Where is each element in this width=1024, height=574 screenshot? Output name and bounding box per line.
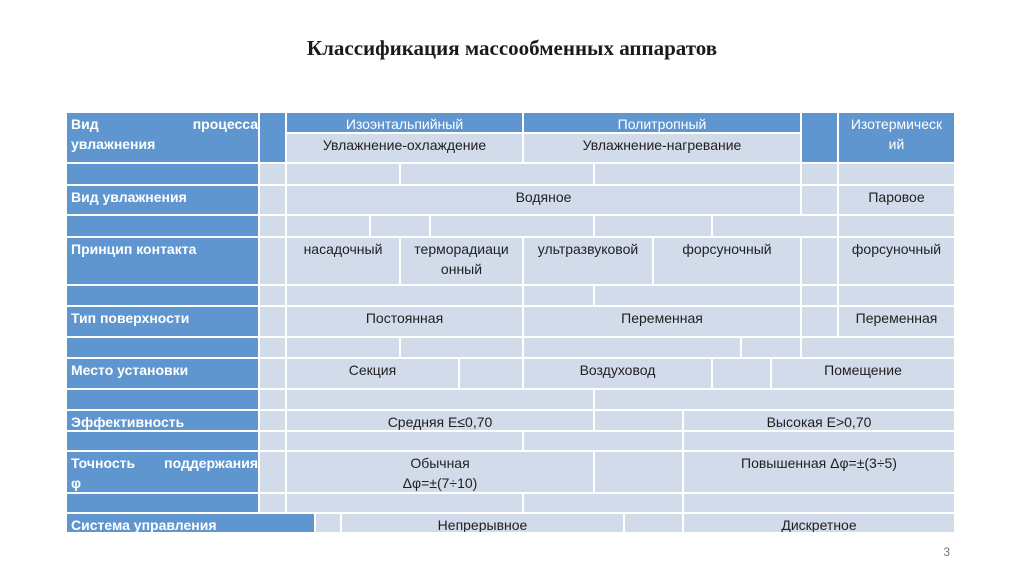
spacer-cell <box>286 215 370 237</box>
cell-water: Водяное <box>286 185 801 215</box>
spacer-cell <box>259 163 286 185</box>
filler-cell <box>801 112 838 163</box>
filler-cell <box>594 410 683 431</box>
page-title: Классификация массообменных аппаратов <box>306 36 718 60</box>
cell-ultrasonic: ультразвуковой <box>523 237 653 285</box>
cell-discrete: Дискретное <box>683 513 955 533</box>
spacer-cell <box>286 493 523 513</box>
spacer-cell <box>370 215 430 237</box>
spacer-cell <box>66 389 259 410</box>
label-line: увлажнения <box>71 136 156 152</box>
spacer-cell <box>838 163 955 185</box>
spacer-cell <box>594 389 955 410</box>
page-number: 3 <box>943 545 950 559</box>
normal-accuracy-label: Обычная <box>410 455 470 471</box>
spacer-cell <box>594 285 801 306</box>
spacer-cell <box>801 337 955 358</box>
spacer-cell <box>286 389 594 410</box>
spacer-cell <box>66 215 259 237</box>
cell-humidification-heating: Увлажнение-нагревание <box>523 133 801 163</box>
cell-humidification-cooling: Увлажнение-охлаждение <box>286 133 523 163</box>
spacer-cell <box>523 285 594 306</box>
filler-cell <box>259 185 286 215</box>
row-label-humidification-type: Вид увлажнения <box>66 185 259 215</box>
filler-cell <box>801 185 838 215</box>
row-label-process <box>66 112 259 163</box>
spacer-cell <box>259 493 286 513</box>
spacer-cell <box>712 215 838 237</box>
cell-thermoradiation: терморадиационный <box>400 237 523 285</box>
spacer-cell <box>523 493 683 513</box>
filler-cell <box>259 451 286 493</box>
cell-nozzle-isothermal: форсуночный <box>838 237 955 285</box>
spacer-cell <box>523 337 741 358</box>
label-line: φ <box>71 475 82 491</box>
spacer-cell <box>259 215 286 237</box>
filler-cell <box>459 358 523 389</box>
header-isothermal: Изотермический <box>838 112 955 163</box>
spacer-cell <box>430 215 594 237</box>
filler-cell <box>259 410 286 431</box>
filler-cell <box>712 358 771 389</box>
label-word: Вид <box>71 116 99 132</box>
spacer-cell <box>741 337 801 358</box>
label-word: поддержания <box>164 455 258 471</box>
spacer-cell <box>801 285 838 306</box>
cell-steam: Паровое <box>838 185 955 215</box>
cell-variable-isothermal: Переменная <box>838 306 955 337</box>
label-word: Точность <box>71 455 136 471</box>
spacer-cell <box>259 389 286 410</box>
spacer-cell <box>801 163 838 185</box>
spacer-cell <box>259 431 286 451</box>
row-label-contact: Принцип контакта <box>66 237 259 285</box>
spacer-cell <box>400 163 594 185</box>
row-label-control: Система управления <box>66 513 315 533</box>
cell-room: Помещение <box>771 358 955 389</box>
header-isoenthalpic: Изоэнтальпийный <box>286 112 523 133</box>
spacer-cell <box>66 431 259 451</box>
spacer-cell <box>286 431 523 451</box>
cell-duct: Воздуховод <box>523 358 712 389</box>
normal-accuracy-value: Δφ=±(7÷10) <box>402 475 478 491</box>
spacer-cell <box>594 163 801 185</box>
cell-normal-accuracy <box>286 451 594 493</box>
spacer-cell <box>286 285 523 306</box>
label-word: процесса <box>192 116 258 132</box>
cell-constant: Постоянная <box>286 306 523 337</box>
cell-variable: Переменная <box>523 306 801 337</box>
cell-section: Секция <box>286 358 459 389</box>
spacer-cell <box>66 337 259 358</box>
spacer-cell <box>286 163 400 185</box>
filler-cell <box>624 513 683 533</box>
spacer-cell <box>523 431 683 451</box>
filler-cell <box>259 237 286 285</box>
row-label-place: Место установки <box>66 358 259 389</box>
row-label-accuracy <box>66 451 259 493</box>
spacer-cell <box>594 215 712 237</box>
cell-high-efficiency: Высокая E>0,70 <box>683 410 955 431</box>
spacer-cell <box>400 337 523 358</box>
filler-cell <box>594 451 683 493</box>
filler-cell <box>315 513 341 533</box>
row-label-efficiency: Эффективность <box>66 410 259 431</box>
spacer-cell <box>838 285 955 306</box>
spacer-cell <box>66 163 259 185</box>
spacer-cell <box>286 337 400 358</box>
spacer-cell <box>259 285 286 306</box>
filler-cell <box>259 112 286 163</box>
spacer-cell <box>66 493 259 513</box>
spacer-cell <box>683 493 955 513</box>
spacer-cell <box>66 285 259 306</box>
spacer-cell <box>838 215 955 237</box>
spacer-cell <box>683 431 955 451</box>
row-label-surface: Тип поверхности <box>66 306 259 337</box>
cell-packed: насадочный <box>286 237 400 285</box>
filler-cell <box>259 358 286 389</box>
filler-cell <box>801 306 838 337</box>
cell-continuous: Непрерывное <box>341 513 624 533</box>
cell-raised-accuracy: Повышенная Δφ=±(3÷5) <box>683 451 955 493</box>
header-polytropic: Политропный <box>523 112 801 133</box>
filler-cell <box>259 306 286 337</box>
spacer-cell <box>259 337 286 358</box>
cell-nozzle: форсуночный <box>653 237 801 285</box>
filler-cell <box>801 237 838 285</box>
cell-medium-efficiency: Средняя E≤0,70 <box>286 410 594 431</box>
